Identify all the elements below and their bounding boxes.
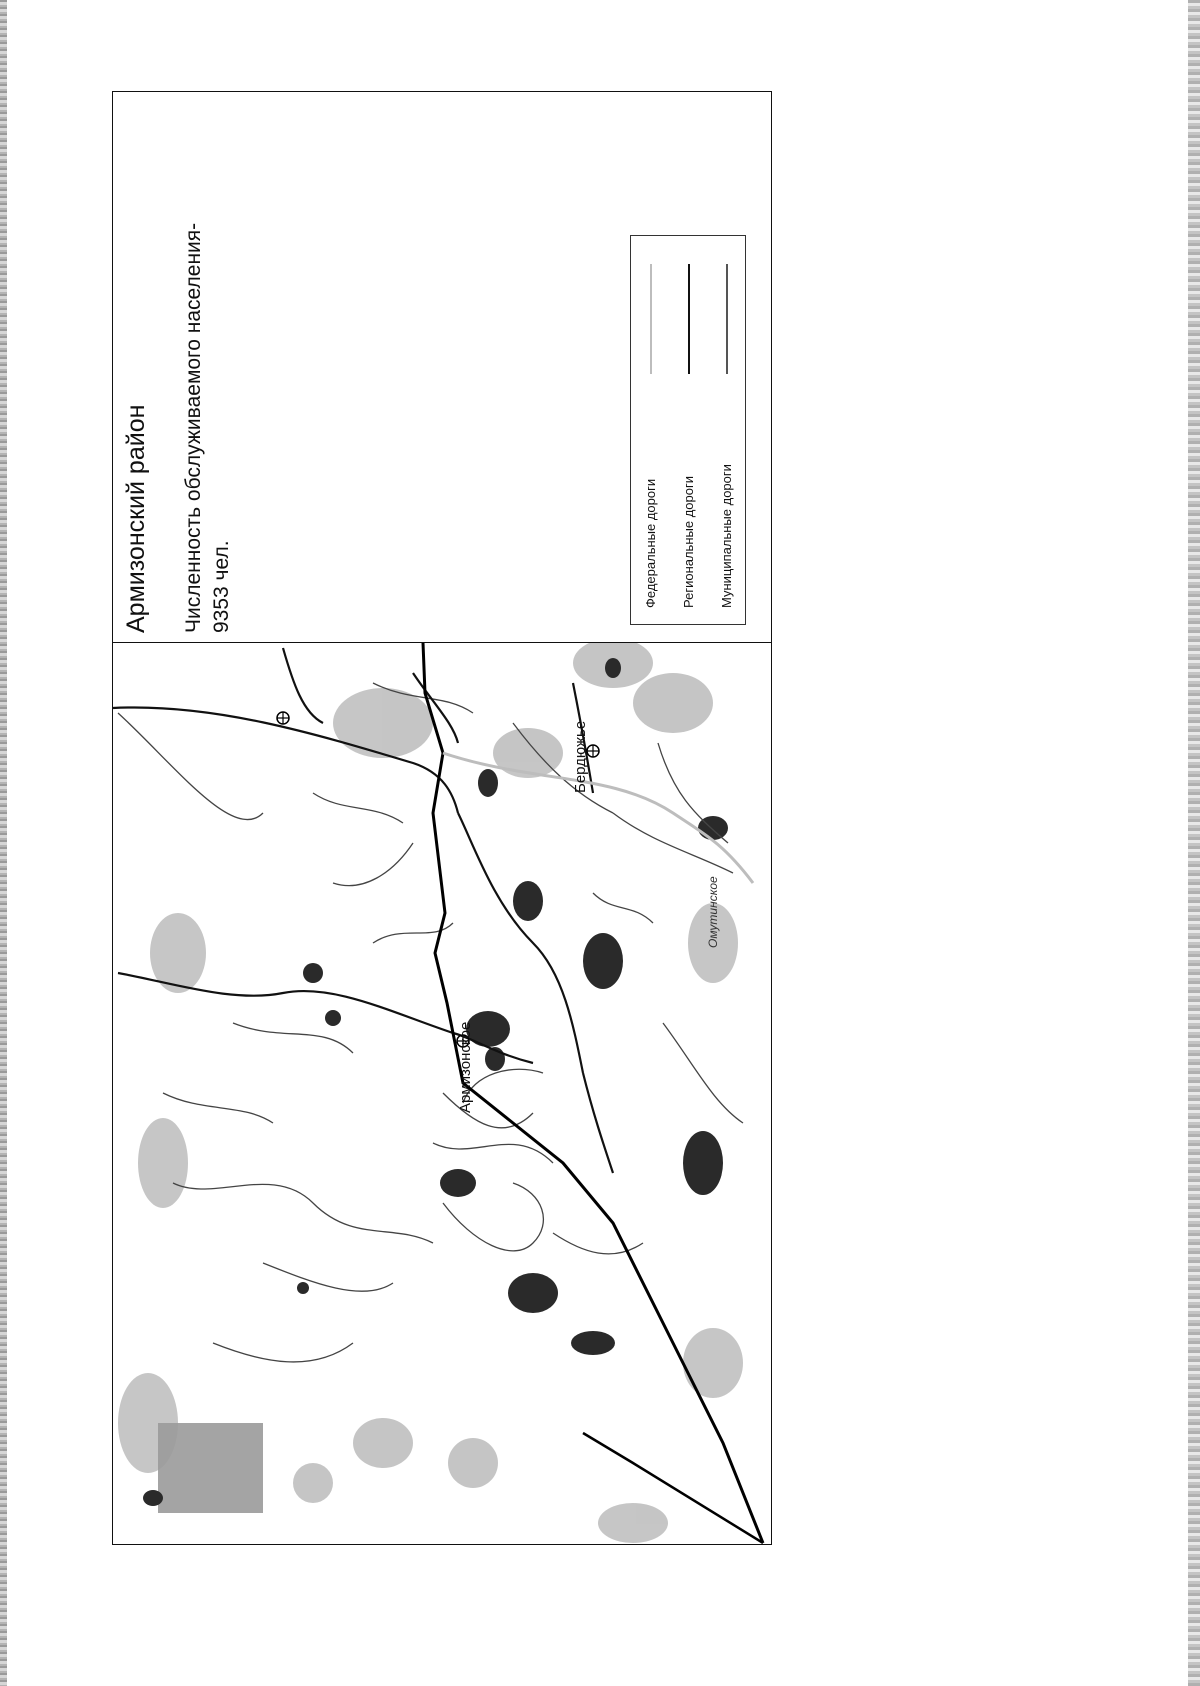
- scan-edge-right: [1188, 0, 1200, 1686]
- legend-line-federal: [650, 264, 652, 374]
- district-title: Армизонский район: [122, 404, 150, 633]
- map-svg: [113, 643, 771, 1544]
- legend-line-regional: [688, 264, 690, 374]
- settlement-block: [158, 1423, 263, 1513]
- place-label-armizonskoe: Армизонское: [457, 1021, 474, 1113]
- place-label-berdyuzhye: Бердюжье: [572, 720, 589, 793]
- lake-blobs: [143, 658, 728, 1506]
- municipal-roads: [118, 683, 743, 1362]
- map-area[interactable]: [113, 643, 771, 1544]
- legend-line-municipal: [726, 264, 728, 374]
- legend-label-municipal: Муниципальные дороги: [719, 464, 734, 608]
- scan-edge-left: [0, 0, 7, 1686]
- legend-label-federal: Федеральные дороги: [643, 478, 658, 608]
- legend-box: [630, 235, 746, 625]
- population-line-2: 9353 чел.: [210, 540, 233, 633]
- population-line-1: Численность обслуживаемого населения-: [182, 222, 205, 633]
- gray-patches: [118, 643, 743, 1543]
- legend-label-regional: Региональные дороги: [681, 476, 696, 608]
- place-label-omutinskoe: Омутинское: [706, 876, 720, 948]
- population-text: [180, 133, 236, 633]
